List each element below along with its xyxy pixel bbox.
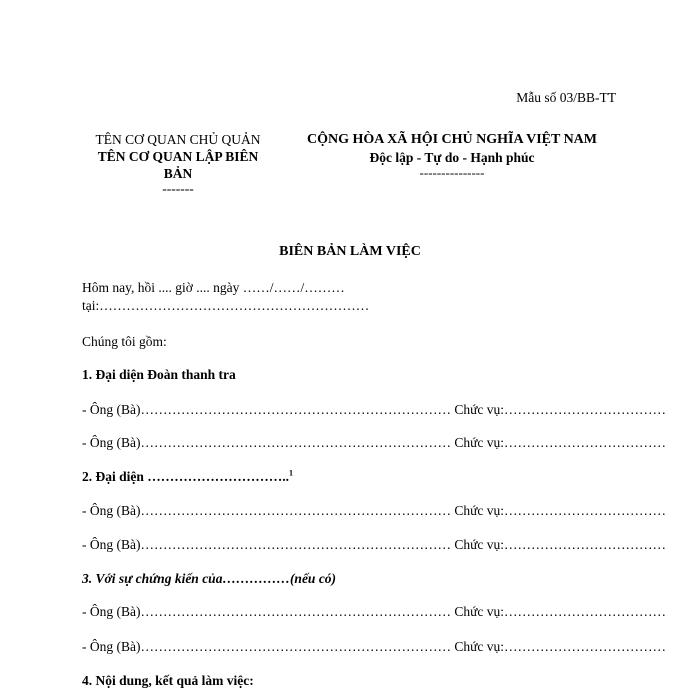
section-2-heading (82, 469, 293, 485)
issuing-agency: TÊN CƠ QUAN LẬP BIÊN BẢN (97, 149, 259, 181)
section-2-row-1: - Ông (Bà)…………………………………………………………… Chức vụ:……………………………… (82, 503, 667, 518)
agency-header (82, 131, 274, 196)
header-rule-right: --------------- (419, 165, 485, 180)
section-2-row-2: - Ông (Bà)…………………………………………………………… Chức vụ:……………………………… (82, 537, 667, 552)
section-2-heading-text: 2. Đại diện ………………………….. (82, 469, 290, 484)
section-3-row-2: - Ông (Bà)…………………………………………………………… Chức vụ:……………………………… (82, 639, 667, 654)
date-line: Hôm nay, hồi .... giờ .... ngày ……/……/……… (82, 280, 345, 295)
section-1-heading: 1. Đại diện Đoàn thanh tra (82, 367, 236, 382)
footnote-marker: 1 (289, 468, 294, 478)
form-number: Mẫu số 03/BB-TT (516, 90, 616, 105)
section-3-heading: 3. Với sự chứng kiến của……………(nếu có) (82, 571, 337, 586)
national-motto: Độc lập - Tự do - Hạnh phúc (369, 150, 535, 165)
governing-agency: TÊN CƠ QUAN CHỦ QUẢN (95, 132, 261, 147)
country-name: CỘNG HÒA XÃ HỘI CHỦ NGHĨA VIỆT NAM (306, 132, 597, 147)
national-header (282, 131, 622, 179)
document-title: BIÊN BẢN LÀM VIỆC (279, 244, 421, 259)
section-4-heading: 4. Nội dung, kết quả làm việc: (82, 673, 254, 688)
place-line: tại:…………………………………………………… (82, 298, 370, 313)
section-3-row-1: - Ông (Bà)…………………………………………………………… Chức vụ:……………………………… (82, 604, 667, 619)
header-rule-left: ------- (162, 181, 194, 196)
section-1-row-2: - Ông (Bà)…………………………………………………………… Chức vụ:……………………………… (82, 435, 667, 450)
section-1-row-1: - Ông (Bà)…………………………………………………………… Chức vụ:……………………………… (82, 402, 667, 417)
intro-text: Chúng tôi gồm: (82, 334, 167, 349)
